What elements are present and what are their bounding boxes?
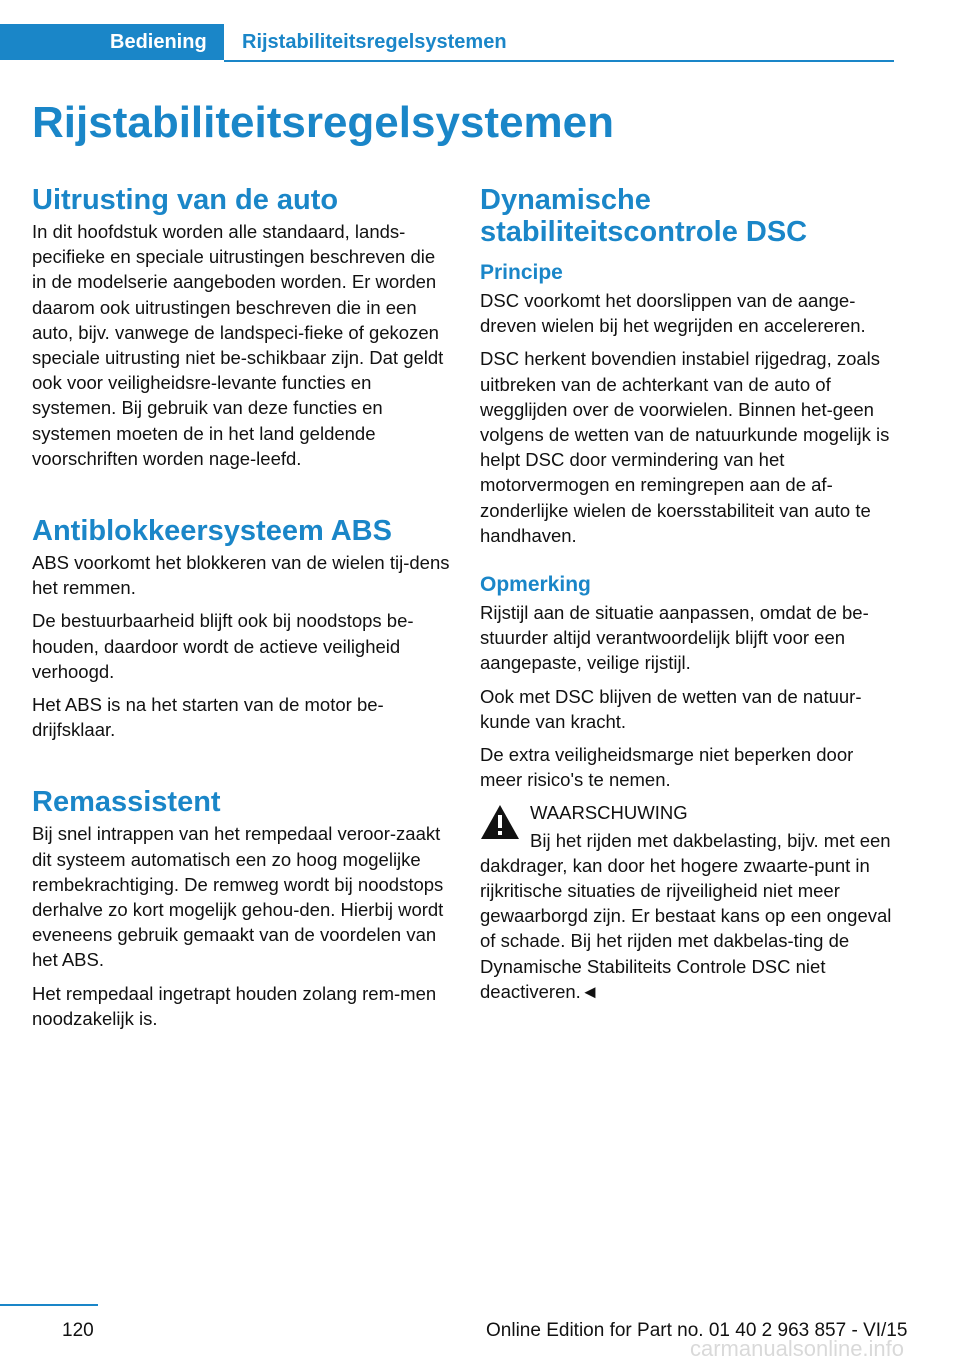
paragraph: Ook met DSC blijven de wetten van de natuur-kunde van kracht.: [480, 685, 862, 732]
right-column: [480, 184, 900, 1004]
section-heading-dsc: Dynamische stabiliteitscontrole DSC: [480, 184, 808, 248]
section-heading-equipment: Uitrusting van de auto: [32, 184, 339, 216]
warning-text: Bij het rijden met dakbelasting, bijv. met een dakdrager, kan door het hogere zwaarte-punt in rijkritische situaties de rijveiligheid niet meer gewaarborgd zijn. Er bestaat kans op een ongeval of schade. Bij het rijden met dakbelas-ting de Dynamische Stabiliteits Controle DSC niet deactiveren.◄: [480, 829, 892, 1002]
paragraph: DSC voorkomt het doorslippen van de aange-dreven wielen bij het wegrijden en accelereren.: [480, 290, 866, 337]
header-divider: [224, 60, 894, 62]
paragraph: De bestuurbaarheid blijft ook bij noodstops be-houden, daardoor wordt de actieve veiligheid verhoogd.: [32, 610, 414, 682]
page-title: Rijstabiliteitsregelsystemen: [32, 98, 615, 147]
paragraph: Het ABS is na het starten van de motor be-drijfsklaar.: [32, 694, 384, 741]
section-label: Rijstabiliteitsregelsystemen: [242, 30, 507, 53]
warning-block: [480, 800, 900, 1004]
chapter-tab: [0, 24, 224, 60]
edition-note: Online Edition for Part no. 01 40 2 963 857 - VI/15: [486, 1320, 908, 1341]
paragraph: In dit hoofdstuk worden alle standaard, lands-pecifieke en speciale uitrustingen beschreven die in de modelserie aangeboden worden. Er worden daarom ook uitrustingen beschreven die in een auto, bijv. vanwege de landspeci-fieke of gekozen speciale uitrusting niet be-schikbaar zijn. Dat geldt ook voor veiligheidsre-levante functies en systemen. Bij gebruik van deze functies en systemen moeten de in het land geldende voorschriften worden nage-leefd.: [32, 221, 444, 469]
subheading-note: Opmerking: [480, 573, 591, 597]
subheading-principle: Principe: [480, 261, 563, 284]
warning-title: WAARSCHUWING: [530, 802, 688, 824]
paragraph: DSC herkent bovendien instabiel rijgedrag, zoals uitbreken van de achterkant van de auto of wegglijden over de voorwielen. Binnen het-geen volgens de wetten van de natuurkunde mogelijk is helpt DSC door vermindering van het motorvermogen en remingrepen aan de af-zonderlijke wielen de koersstabiliteit van auto te handhaven.: [480, 348, 890, 546]
page-number: 120: [62, 1320, 94, 1341]
footer-divider: [0, 1304, 98, 1306]
section-tab: [242, 24, 507, 60]
paragraph: Rijstijl aan de situatie aanpassen, omdat de be-stuurder altijd verantwoordelijk blijft voor een aangepaste, veilige rijstijl.: [480, 602, 869, 674]
paragraph: Het rempedaal ingetrapt houden zolang rem-men noodzakelijk is.: [32, 982, 437, 1029]
paragraph: ABS voorkomt het blokkeren van de wielen tij-dens het remmen.: [32, 552, 450, 599]
warning-triangle-icon: [480, 804, 520, 840]
watermark: carmanualsonline.info: [690, 1336, 905, 1361]
section-heading-brake-assist: Remassistent: [32, 786, 221, 819]
chapter-label: Bediening: [110, 30, 207, 53]
paragraph: Bij snel intrappen van het rempedaal veroor-zaakt dit systeem automatisch een zo hoog mogelijke rembekrachtiging. De remweg wordt bij noodstops derhalve zo kort mogelijk gehou-den. Hierbij wordt eveneens gebruik gemaakt van de voordelen van het ABS.: [32, 823, 444, 971]
section-heading-abs: Antiblokkeersysteem ABS: [32, 515, 392, 548]
paragraph: De extra veiligheidsmarge niet beperken door meer risico's te nemen.: [480, 744, 854, 791]
page-header: [0, 24, 894, 62]
left-column: [32, 184, 450, 1039]
